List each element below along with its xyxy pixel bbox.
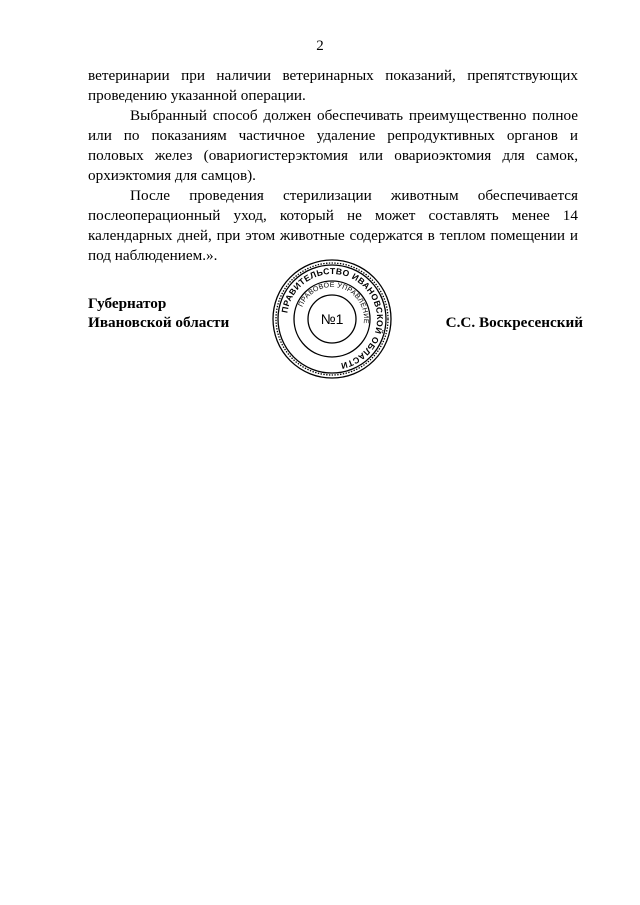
seal-inner-text: ПРАВОВОЕ УПРАВЛЕНИЕ (297, 281, 370, 325)
signature-block (88, 265, 583, 414)
signer-position (88, 294, 229, 332)
page-number: 2 (316, 38, 324, 54)
signer-title: Губернатор (88, 295, 167, 312)
paragraph-method: Выбранный способ должен обеспечивать преимущественно полное или по показаниям частичное удаление репродуктивных органов и половых желез (овариогистерэктомия или овариоэктомия для самок, орхиэктомия для самцов). (88, 107, 578, 184)
signer-name: С.С. Воскресенский (445, 314, 583, 331)
signer-region: Ивановской области (88, 314, 230, 331)
official-seal (271, 258, 393, 380)
seal-outer-text: ПРАВИТЕЛЬСТВО ИВАНОВСКОЙ ОБЛАСТИ (279, 265, 386, 372)
paragraph-aftercare: После проведения стерилизации животным обеспечивается послеоперационный уход, который не может составлять менее 14 календарных дней, при этом животные содержатся в теплом помещении и под наблюдением.». (88, 187, 578, 264)
document-body (88, 66, 578, 266)
seal-center-number: №1 (320, 311, 344, 327)
paragraph-continuation: ветеринарии при наличии ветеринарных показаний, препятствующих проведению указанной операции. (88, 67, 578, 104)
